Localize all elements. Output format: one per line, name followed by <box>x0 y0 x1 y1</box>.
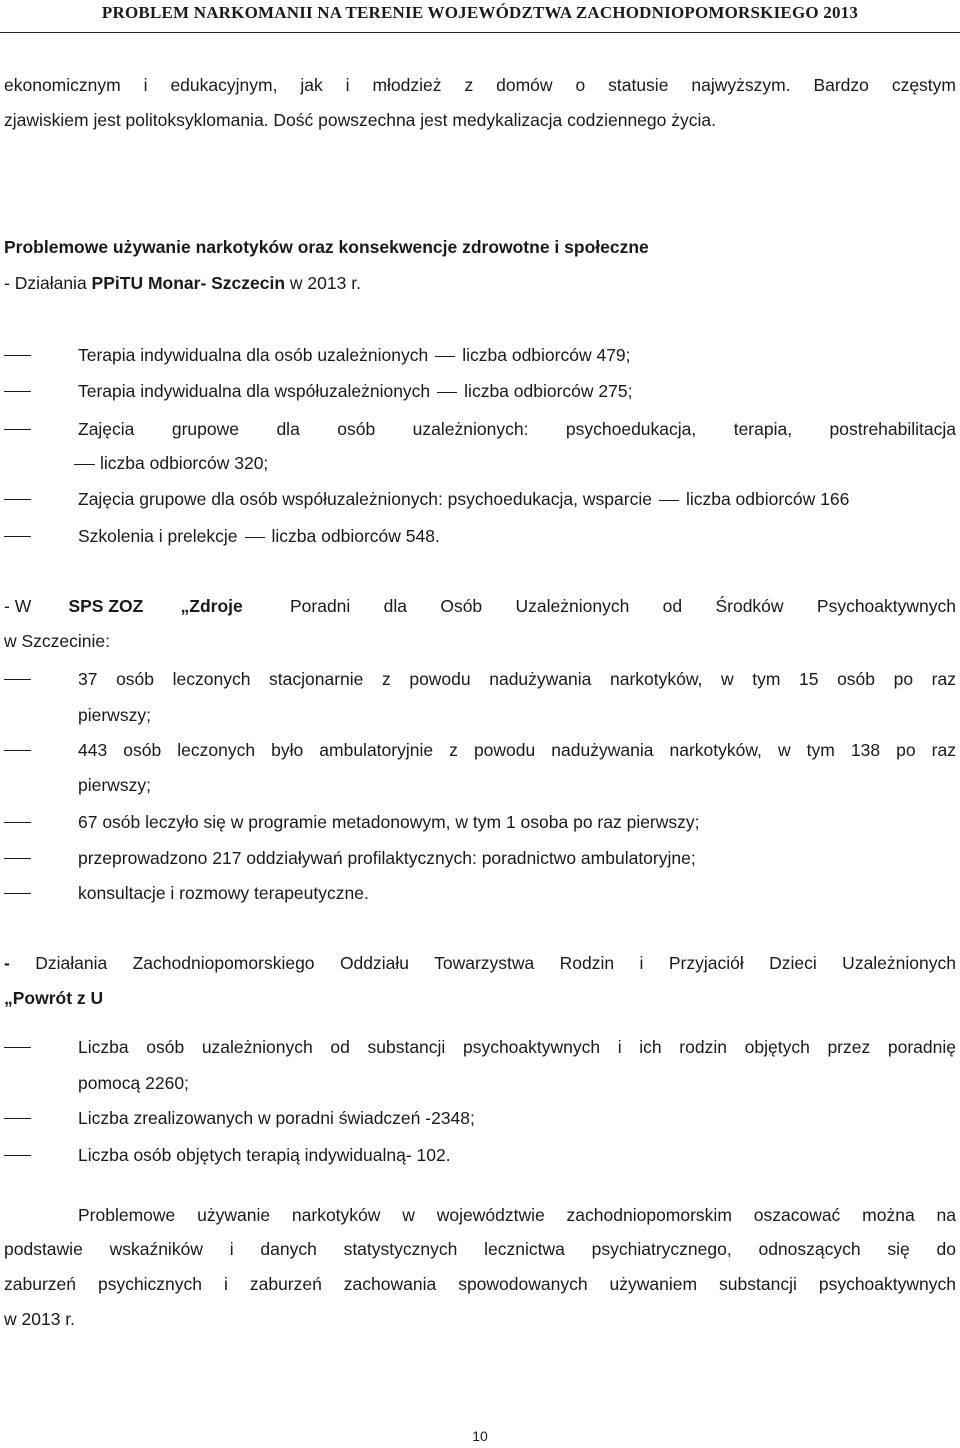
powrot-heading <box>4 951 956 975</box>
list-item-text: Terapia indywidualna dla osób uzależnionych liczba odbiorców 479; <box>78 345 631 365</box>
header-rule <box>0 32 960 33</box>
dash-bullet <box>4 499 31 500</box>
dash-bullet <box>4 750 31 751</box>
list-item-text: 67 osób leczyło się w programie metadonowym, w tym 1 osoba po raz pierwszy; <box>78 812 700 832</box>
list-item-text: Liczba zrealizowanych w poradni świadczeń -2348; <box>78 1108 475 1128</box>
monar-suffix: w 2013 r. <box>285 273 361 293</box>
dash-bullet <box>4 893 31 894</box>
powrot-heading-text: Działania Zachodniopomorskiego Oddziału Towarzystwa Rodzin i Przyjaciół Dzieci Uzależnionych <box>35 953 956 973</box>
list-item-continuation: pierwszy; <box>78 705 151 725</box>
dash-bullet <box>4 355 31 356</box>
dash-bullet <box>4 429 31 430</box>
list-item-text: konsultacje i rozmowy terapeutyczne. <box>78 883 369 903</box>
closing-line-4: w 2013 r. <box>4 1309 76 1329</box>
list-item-continuation: pomocą 2260; <box>78 1073 189 1093</box>
em-dash <box>437 392 457 393</box>
list-item-text: Liczba osób objętych terapią indywidualną- 102. <box>78 1145 451 1165</box>
list-item-text: przeprowadzono 217 oddziaływań profilaktycznych: poradnictwo ambulatoryjne; <box>78 848 696 868</box>
list-item-continuation: liczba odbiorców 320; <box>74 451 956 475</box>
em-dash <box>659 500 679 501</box>
closing-line-3: zaburzeń psychicznych i zaburzeń zachowania spowodowanych używaniem substancji psychoaktywnych <box>4 1274 956 1294</box>
sps-name: „Zdroje <box>180 596 243 616</box>
dash-bullet <box>4 858 31 859</box>
list-item-text: 443 osób leczonych było ambulatoryjnie z powodu nadużywania narkotyków, w tym 138 po raz <box>78 740 956 760</box>
closing-line-2: podstawie wskaźników i danych statystycznych lecznictwa psychiatrycznego, odnoszących się do <box>4 1239 956 1259</box>
sps-name-wrap <box>181 594 253 618</box>
em-dash <box>435 356 455 357</box>
dash-bullet <box>4 391 31 392</box>
list-item-continuation: pierwszy; <box>78 775 151 795</box>
sps-heading <box>4 594 956 618</box>
intro-line-2: zjawiskiem jest politoksyklomania. Dość powszechna jest medykalizacja codziennego życia. <box>4 110 716 130</box>
sps-heading-line-2: w Szczecinie: <box>4 631 111 651</box>
list-item-text: 37 osób leczonych stacjonarnie z powodu nadużywania narkotyków, w tym 15 osób po raz <box>78 669 956 689</box>
section-title: Problemowe używanie narkotyków oraz konsekwencje zdrowotne i społeczne <box>4 237 649 257</box>
closing-line-1: Problemowe używanie narkotyków w województwie zachodniopomorskim oszacować można na <box>78 1205 956 1225</box>
list-item-text: Zajęcia grupowe dla osób współuzależnionych: psychoedukacja, wsparcie liczba odbiorców 166 <box>78 489 850 509</box>
monar-prefix: - Działania <box>4 273 92 293</box>
em-dash <box>74 464 95 465</box>
running-header: PROBLEM NARKOMANII NA TERENIE WOJEWÓDZTWA ZACHODNIOPOMORSKIEGO 2013 <box>101 3 859 22</box>
dash-bullet <box>4 1118 31 1119</box>
monar-org: PPiTU Monar- Szczecin <box>91 273 286 293</box>
list-item-text: Zajęcia grupowe dla osób uzależnionych: psychoedukacja, terapia, postrehabilitacja <box>78 419 956 439</box>
monar-heading <box>4 271 956 295</box>
dash-bullet <box>4 822 31 823</box>
list-item-text: Szkolenia i prelekcje liczba odbiorców 548. <box>78 526 440 546</box>
list-item-text: Terapia indywidualna dla współuzależnionych liczba odbiorców 275; <box>78 381 633 401</box>
list-item-text: Liczba osób uzależnionych od substancji psychoaktywnych i ich rodzin objętych przez poradnię <box>78 1037 956 1057</box>
intro-line-1: ekonomicznym i edukacyjnym, jak i młodzież z domów o statusie najwyższym. Bardzo częstym <box>4 75 956 95</box>
powrot-name: „Powrót z U <box>4 988 104 1008</box>
powrot-dash: - <box>4 953 10 973</box>
dash-bullet <box>4 679 31 680</box>
em-dash <box>245 537 265 538</box>
sps-dash: - W <box>4 596 32 616</box>
dash-bullet <box>4 1155 31 1156</box>
page-number: 10 <box>472 1428 488 1444</box>
dash-bullet <box>4 1047 31 1048</box>
sps-rest: Poradni dla Osób Uzależnionych od Środków Psychoaktywnych <box>289 596 956 616</box>
dash-bullet <box>4 536 31 537</box>
sps-org: SPS ZOZ <box>68 596 144 616</box>
